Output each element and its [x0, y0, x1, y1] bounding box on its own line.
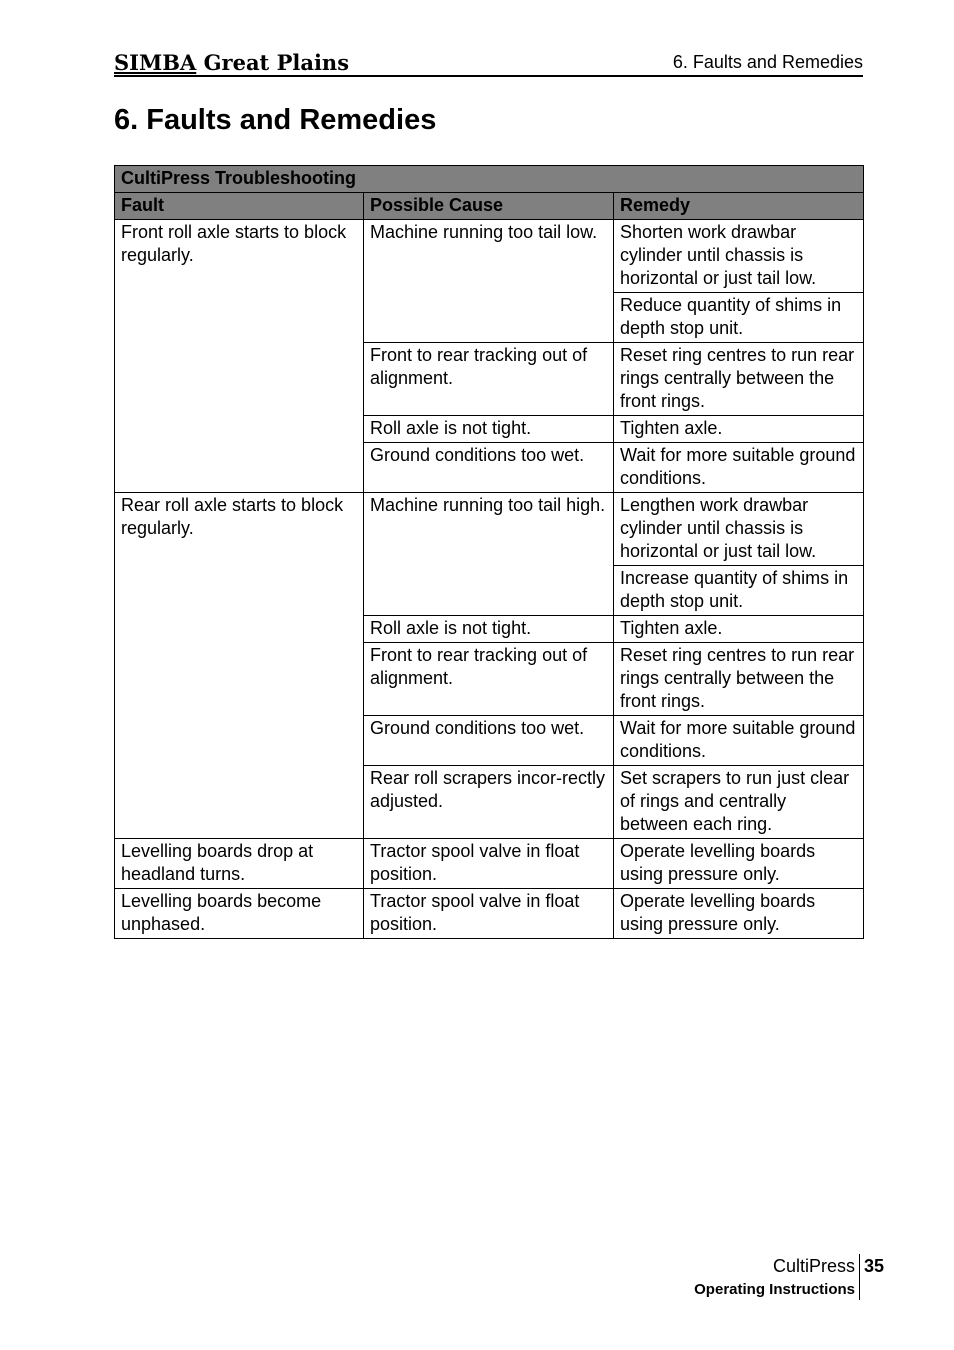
fault-cell: Rear roll axle starts to block regularly. — [115, 493, 364, 839]
column-header-row — [115, 193, 864, 220]
table-caption: CultiPress Troubleshooting — [115, 166, 864, 193]
remedy-cell: Wait for more suitable ground conditions. — [614, 443, 864, 493]
cause-cell: Rear roll scrapers incor-rectly adjusted. — [364, 766, 614, 839]
page-title: 6. Faults and Remedies — [114, 104, 437, 136]
cause-cell: Tractor spool valve in float position. — [364, 839, 614, 889]
column-header-remedy: Remedy — [614, 193, 864, 220]
fault-cell: Levelling boards become unphased. — [115, 889, 364, 939]
cause-cell: Ground conditions too wet. — [364, 716, 614, 766]
remedy-cell: Increase quantity of shims in depth stop unit. — [614, 566, 864, 616]
remedy-cell: Tighten axle. — [614, 616, 864, 643]
brand-simba: SIMBA — [114, 50, 197, 75]
footer-product-name: CultiPress — [772, 1256, 855, 1276]
header-section-ref: 6. Faults and Remedies — [672, 52, 863, 72]
brand-great-plains: Great Plains — [203, 50, 350, 75]
remedy-cell: Reduce quantity of shims in depth stop unit. — [614, 293, 864, 343]
footer-subtitle: Operating Instructions — [694, 1281, 855, 1298]
cause-cell: Front to rear tracking out of alignment. — [364, 343, 614, 416]
page-number: 35 — [864, 1256, 885, 1276]
fault-cell: Levelling boards drop at headland turns. — [115, 839, 364, 889]
cause-cell: Roll axle is not tight. — [364, 416, 614, 443]
footer-divider — [859, 1254, 860, 1300]
remedy-cell: Set scrapers to run just clear of rings and centrally between each ring. — [614, 766, 864, 839]
cause-cell: Ground conditions too wet. — [364, 443, 614, 493]
remedy-cell: Tighten axle. — [614, 416, 864, 443]
troubleshooting-table — [114, 165, 864, 939]
cause-cell: Front to rear tracking out of alignment. — [364, 643, 614, 716]
brand-logo — [114, 50, 349, 75]
cause-cell: Tractor spool valve in float position. — [364, 889, 614, 939]
table-row — [115, 839, 864, 889]
troubleshooting-table-body — [115, 166, 864, 939]
fault-cell: Front roll axle starts to block regularly. — [115, 220, 364, 493]
remedy-cell: Operate levelling boards using pressure only. — [614, 889, 864, 939]
page-header — [114, 48, 863, 77]
column-header-fault: Fault — [115, 193, 364, 220]
cause-cell: Machine running too tail high. — [364, 493, 614, 616]
table-row — [115, 220, 864, 293]
remedy-cell: Lengthen work drawbar cylinder until chassis is horizontal or just tail low. — [614, 493, 864, 566]
cause-cell: Machine running too tail low. — [364, 220, 614, 343]
cause-cell: Roll axle is not tight. — [364, 616, 614, 643]
remedy-cell: Shorten work drawbar cylinder until chassis is horizontal or just tail low. — [614, 220, 864, 293]
remedy-cell: Wait for more suitable ground conditions. — [614, 716, 864, 766]
table-row — [115, 493, 864, 566]
remedy-cell: Reset ring centres to run rear rings centrally between the front rings. — [614, 343, 864, 416]
remedy-cell: Operate levelling boards using pressure only. — [614, 839, 864, 889]
table-caption-row — [115, 166, 864, 193]
table-row — [115, 889, 864, 939]
remedy-cell: Reset ring centres to run rear rings centrally between the front rings. — [614, 643, 864, 716]
column-header-possible-cause: Possible Cause — [364, 193, 614, 220]
